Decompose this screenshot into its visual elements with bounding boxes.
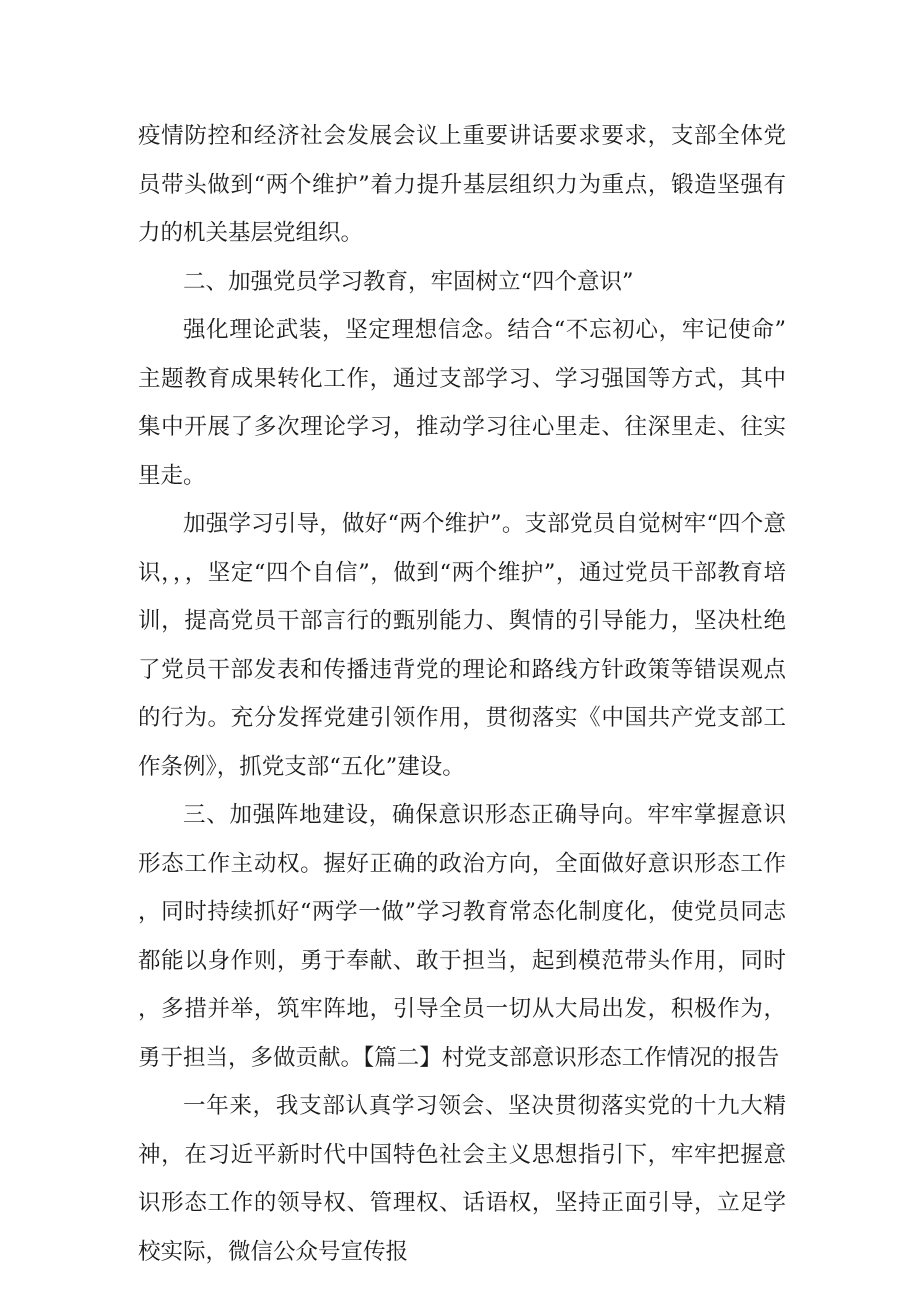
document-body xyxy=(138,112,786,1276)
paragraph-study-guidance: 加强学习引导，做好“两个维护”。支部党员自觉树牢“四个意识，，，坚定“四个自信”，做到“两个维护”，通过党员干部教育培训，提高党员干部言行的甄别能力、舆情的引导能力，坚决杜绝了党员干部发表和传播违背党的理论和路线方针政策等错误观点的行为。充分发挥党建引领作用，贯彻落实《中国共产党支部工作条例》，抓党支部“五化”建设。 xyxy=(138,511,786,780)
paragraph-continuation: 疫情防控和经济社会发展会议上重要讲话要求要求，支部全体党员带头做到“两个维护”着力提升基层组织力为重点，锻造坚强有力的机关基层党组织。 xyxy=(138,123,786,246)
paragraph-report-intro: 一年来，我支部认真学习领会、坚决贯彻落实党的十九大精神，在习近平新时代中国特色社会主义思想指引下，牢牢把握意识形态工作的领导权、管理权、话语权，坚持正面引导，立足学校实际，微信公众号宣传报 xyxy=(138,1093,786,1265)
section-heading-two: 二、加强党员学习教育，牢固树立“四个意识” xyxy=(183,268,634,295)
paragraph-theory-study: 强化理论武装，坚定理想信念。结合“不忘初心，牢记使命”主题教育成果转化工作，通过支部学习、学习强国等方式，其中集中开展了多次理论学习，推动学习往心里走、往深里走、往实里走。 xyxy=(138,317,786,489)
section-heading-three: 三、加强阵地建设，确保意识形态正确导向。牢牢掌握意识形态工作主动权。握好正确的政治方向，全面做好意识形态工作，同时持续抓好“两学一做”学习教育常态化制度化，使党员同志都能以身作则，勇于奉献、敢于担当，起到模范带头作用，同时，多措并举，筑牢阵地，引导全员一切从大局出发，积极作为，勇于担当，多做贡献。【篇二】村党支部意识形态工作情况的报告 xyxy=(138,802,786,1071)
